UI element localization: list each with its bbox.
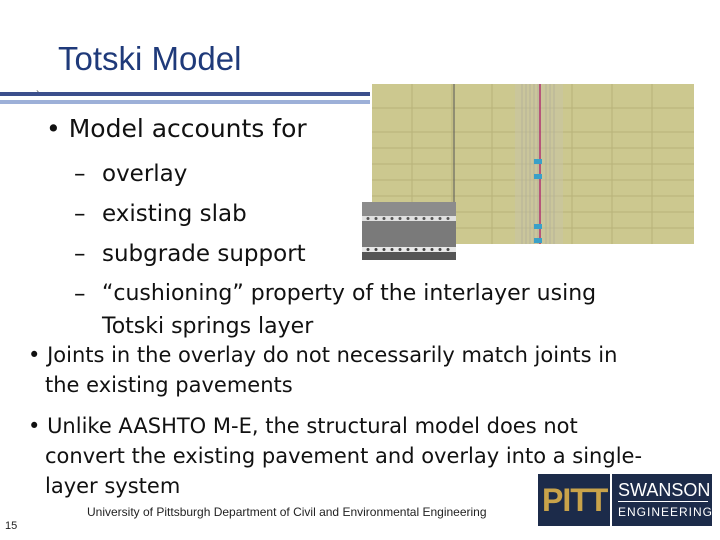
sub-item-overlay: overlay [102, 161, 188, 187]
dash: – [74, 201, 86, 227]
bullet-joints: • Joints in the overlay do not necessarily match joints in [28, 343, 618, 367]
bullet-aashto: • Unlike AASHTO M-E, the structural model does not [28, 414, 578, 438]
logo-divider [618, 501, 708, 502]
pitt-swanson-logo [538, 474, 712, 526]
logo-swanson-text: SWANSON [618, 480, 711, 500]
logo-pitt-block [538, 474, 610, 526]
bullet-joints-line2: the existing pavements [45, 373, 293, 397]
dash: – [74, 161, 86, 187]
sub-item-subgrade-support: subgrade support [102, 241, 306, 267]
footer-institution: University of Pittsburgh Department of Civil and Environmental Engineering [87, 505, 487, 519]
logo-pitt-text: PITT [542, 482, 608, 518]
title-rule-tick: ` [36, 90, 40, 101]
title-rule-light [0, 100, 370, 104]
title-rule-dark [0, 92, 370, 96]
sub-item-existing-slab: existing slab [102, 201, 247, 227]
bullet-joints-line1: Joints in the overlay do not necessarily match joints in [47, 343, 618, 367]
bullet-main: • Model accounts for [46, 114, 307, 143]
bullet-aashto-line1: Unlike AASHTO M-E, the structural model does not [47, 414, 578, 438]
bullet-main-text: Model accounts for [68, 114, 307, 143]
bullet-aashto-line2: convert the existing pavement and overlay into a single- [45, 444, 643, 468]
logo-swanson-block [612, 474, 712, 526]
sub-item-cushioning: “cushioning” property of the interlayer using [102, 281, 597, 306]
bullet-aashto-line3: layer system [45, 474, 181, 498]
pavement-layers-illustration [358, 200, 460, 266]
page-number: 15 [5, 520, 18, 532]
slide-title: Totski Model [58, 40, 242, 77]
logo-engineering-text: ENGINEERING [618, 505, 714, 519]
dash: – [74, 241, 86, 267]
dash: – [74, 281, 86, 307]
sub-item-cushioning-continued: Totski springs layer [102, 314, 314, 339]
